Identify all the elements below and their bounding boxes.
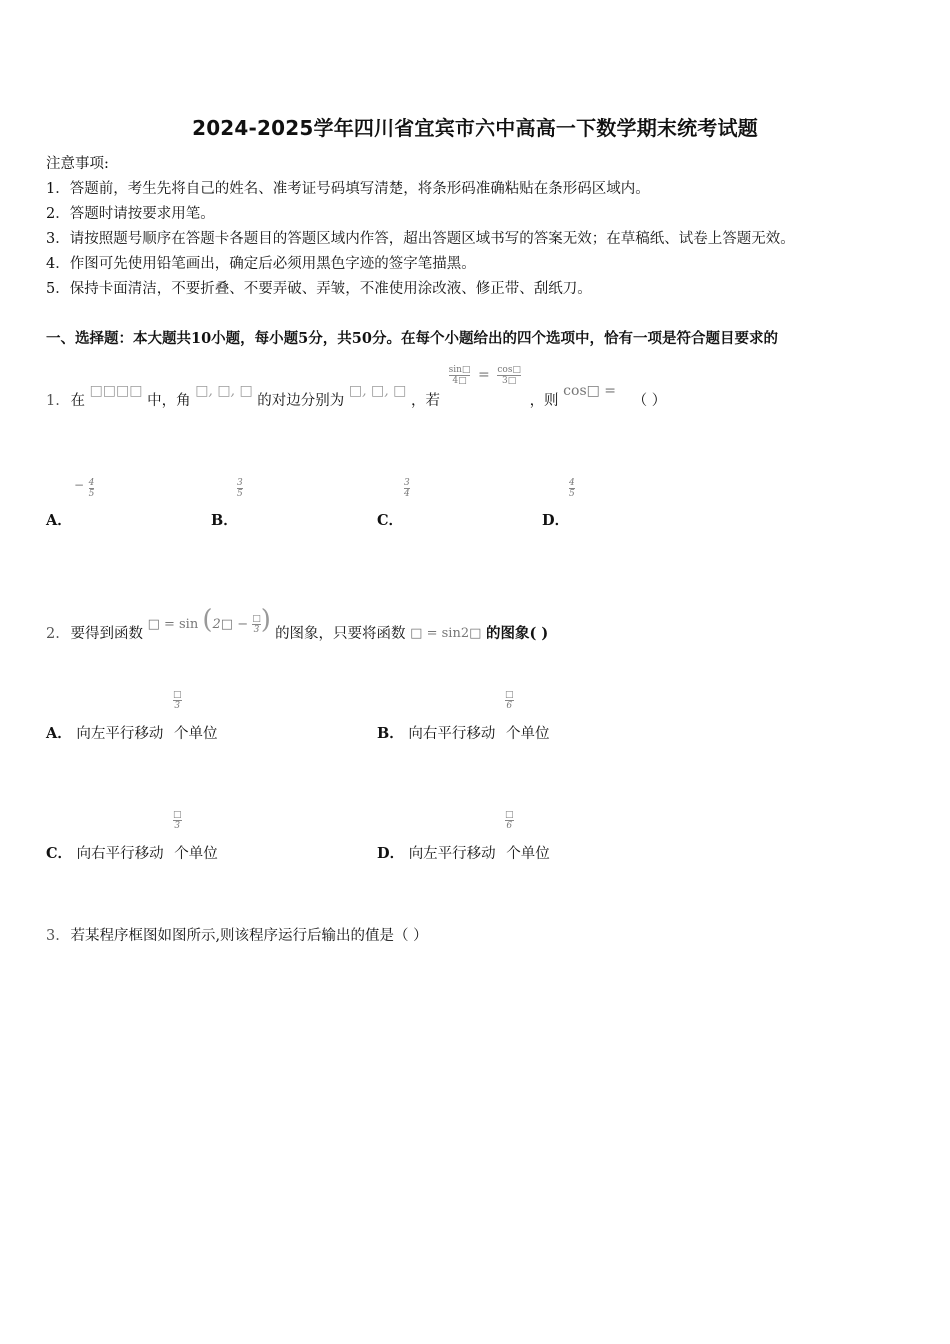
q2-text-c: 的图象( ) <box>485 625 549 642</box>
function-inner: 2□ − <box>212 617 249 632</box>
fraction-denominator: 5 <box>237 489 243 499</box>
option-text: 向右平行移动 <box>408 726 496 742</box>
option-unit: 个单位 <box>505 726 550 742</box>
notice-item-4: 4．作图可先使用铅笔画出，确定后必须用黑色字迹的签字笔描黑。 <box>46 256 476 272</box>
fraction-denominator: 5 <box>569 489 575 499</box>
option-unit: 个单位 <box>173 726 218 742</box>
option-fraction <box>505 690 514 711</box>
q2-function-source: □ = sin2□ <box>410 626 482 641</box>
q1-text-e: ，则 <box>529 393 559 409</box>
q2-text-b: 的图象，只要将函数 <box>275 626 406 642</box>
fraction-numerator: sin□ <box>448 364 471 375</box>
q3-text: 若某程序框图如图所示,则该程序运行后输出的值是（ ） <box>70 928 428 944</box>
fraction-numerator: □ <box>173 810 182 820</box>
fraction-numerator: 3 <box>404 478 410 488</box>
option-label: D． <box>542 512 570 529</box>
option-value <box>569 478 575 499</box>
notice-item-1: 1．答题前，考生先将自己的姓名、准考证号码填写清楚，将条形码准确粘贴在条形码区域内。 <box>46 181 650 197</box>
fraction-denominator: 3 <box>174 701 181 711</box>
q1-text-a: 在 <box>70 393 85 409</box>
q1-cond-fraction-left <box>449 365 471 386</box>
fraction-denominator: 3 <box>174 821 181 831</box>
option-line <box>46 722 217 743</box>
question-1 <box>46 364 667 412</box>
option-fraction <box>237 478 243 499</box>
option-unit: 个单位 <box>174 846 218 862</box>
fraction-numerator: cos□ <box>497 364 521 375</box>
fraction-numerator: 3 <box>237 478 243 488</box>
option-label: A． <box>46 512 72 529</box>
shift-fraction <box>252 614 261 635</box>
question-number: 1. <box>46 393 60 409</box>
fraction-denominator: 3□ <box>502 375 517 386</box>
notice-item-3: 3．请按照题号顺序在答题卡各题目的答题区域内作答，超出答题区域书写的答案无效；在草稿纸、试卷上答题无效。 <box>46 231 795 247</box>
fraction-numerator: □ <box>505 690 514 700</box>
option-fraction <box>89 478 95 499</box>
option-value <box>404 478 410 499</box>
fraction-denominator: 3 <box>253 625 260 635</box>
left-paren-icon: ( <box>202 605 213 635</box>
option-text: 向左平行移动 <box>76 726 164 742</box>
option-value <box>505 810 514 831</box>
option-label: C． <box>377 512 404 529</box>
q1-text-b: 中，角 <box>147 393 191 409</box>
option-value <box>237 478 243 499</box>
option-fraction <box>173 810 182 831</box>
fraction-denominator: 6 <box>506 701 513 711</box>
q2-function-target <box>147 605 276 635</box>
fraction-denominator: 6 <box>506 821 513 831</box>
notice-item-2: 2．答题时请按要求用笔。 <box>46 206 215 222</box>
notice-heading: 注意事项: <box>46 156 109 172</box>
q1-sides-placeholder: □, □, □ <box>348 383 407 399</box>
option-fraction <box>569 478 575 499</box>
notice-item-5: 5．保持卡面清洁，不要折叠、不要弄破、弄皱，不准使用涂改液、修正带、刮纸刀。 <box>46 281 592 297</box>
option-text: 向左平行移动 <box>408 846 496 862</box>
option-value <box>173 810 182 831</box>
section-heading: 一、选择题：本大题共10小题，每小题5分，共50分。在每个小题给出的四个选项中，恰有一项是符合题目要求的 <box>46 330 778 347</box>
equals-sign: = <box>478 367 490 383</box>
question-3 <box>46 924 428 945</box>
option-fraction <box>505 810 514 831</box>
option-line <box>46 842 218 863</box>
page-title: 2024-2025学年四川省宜宾市六中高高一下数学期末统考试题 <box>192 116 758 140</box>
option-value <box>173 690 182 711</box>
q1-condition-equation <box>449 365 521 386</box>
fraction-denominator: 4□ <box>452 375 467 386</box>
q1-text-c: 的对边分别为 <box>257 393 345 409</box>
option-label: B． <box>377 725 404 742</box>
answer-paren: （ ） <box>632 393 667 409</box>
fraction-numerator: □ <box>252 614 261 624</box>
option-label: C． <box>46 845 73 862</box>
q1-ask-expression: cos□ = <box>563 383 617 399</box>
q1-text-d: ，若 <box>411 393 440 409</box>
option-label: D． <box>377 845 405 862</box>
option-text: 向右平行移动 <box>76 846 164 862</box>
fraction-numerator: □ <box>173 690 182 700</box>
q2-text-a: 要得到函数 <box>70 626 143 642</box>
option-value <box>74 478 94 499</box>
option-unit: 个单位 <box>506 846 550 862</box>
fraction-numerator: 4 <box>88 478 95 488</box>
option-fraction <box>404 478 410 499</box>
q1-angles-placeholder: □, □, □ <box>195 383 253 399</box>
option-line <box>377 842 550 863</box>
option-value <box>505 690 514 711</box>
q1-cond-fraction-right <box>497 365 521 386</box>
fraction-denominator: 4 <box>404 489 410 499</box>
fraction-denominator: 5 <box>88 489 95 499</box>
minus-sign: − <box>74 477 85 492</box>
option-label: A． <box>46 725 72 742</box>
question-number: 3. <box>46 928 60 944</box>
option-fraction <box>173 690 182 711</box>
question-number: 2. <box>46 626 60 642</box>
q1-triangle-placeholder: □□□□ <box>89 383 143 399</box>
fraction-numerator: 4 <box>569 478 575 488</box>
question-2 <box>46 605 549 645</box>
option-label: B． <box>211 512 238 529</box>
option-line <box>377 722 549 743</box>
fraction-numerator: □ <box>505 810 514 820</box>
right-paren-icon: ) <box>260 605 271 635</box>
function-lhs: □ = sin <box>147 617 199 632</box>
